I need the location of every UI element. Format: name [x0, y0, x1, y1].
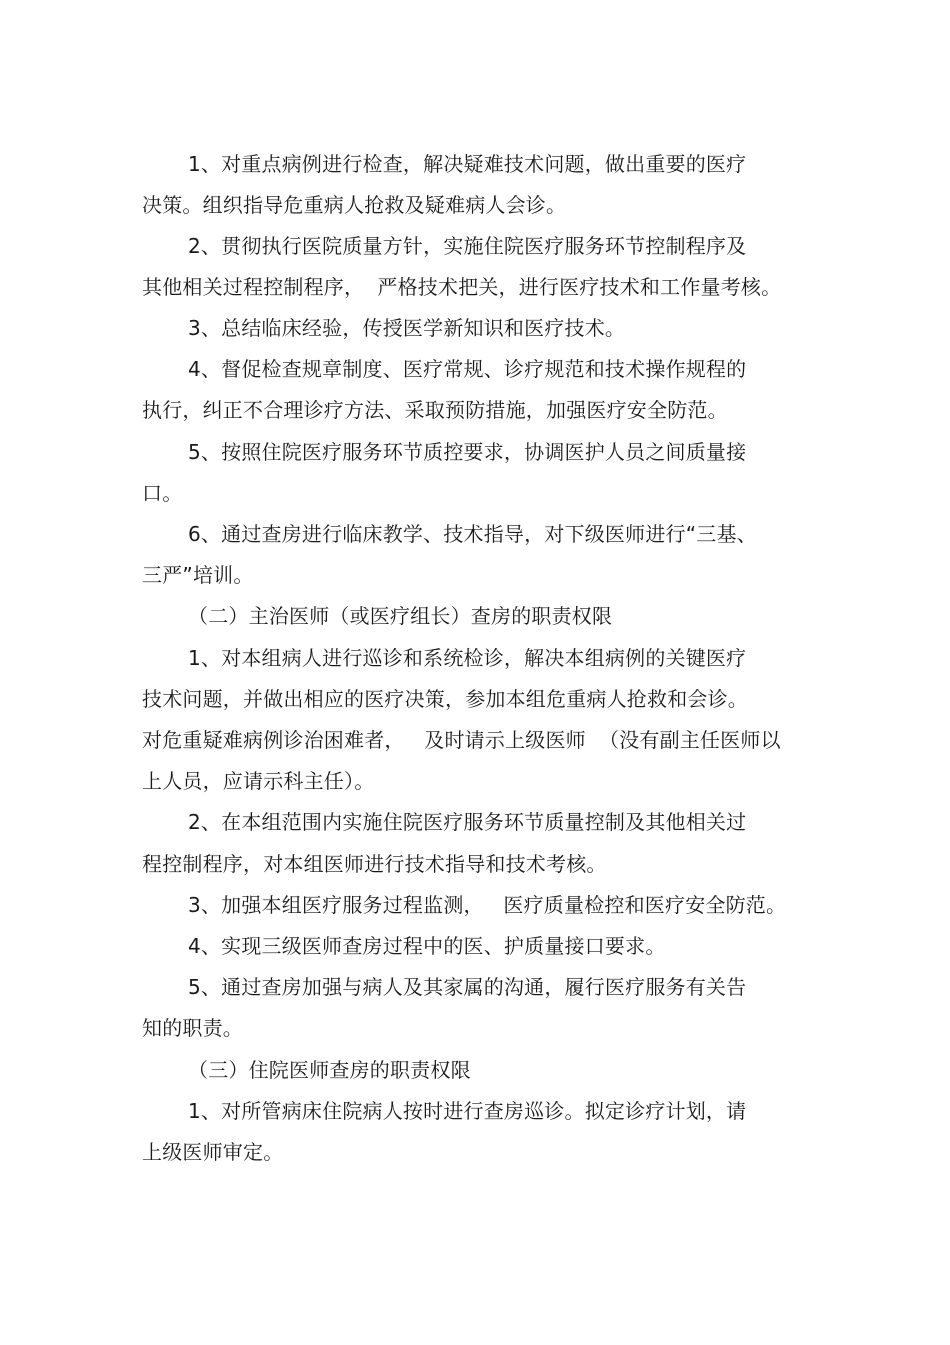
- text-line: 执行，纠正不合理诊疗方法、采取预防措施，加强医疗安全防范。: [142, 398, 728, 422]
- text-line: 1、对重点病例进行检查，解决疑难技术问题，做出重要的医疗: [188, 152, 747, 176]
- text-line: 上人员，应请示科主任）。: [142, 769, 375, 793]
- text-line: 4、实现三级医师查房过程中的医、护质量接口要求。: [188, 934, 666, 958]
- text-line: 3、加强本组医疗服务过程监测， 医疗质量检控和医疗安全防范。: [188, 893, 787, 917]
- text-line: 6、通过查房进行临床教学、技术指导，对下级医师进行“三基、: [188, 522, 757, 546]
- text-line: 5、按照住院医疗服务环节质控要求，协调医护人员之间质量接: [188, 440, 747, 464]
- text-line: 决策。组织指导危重病人抢救及疑难病人会诊。: [142, 193, 567, 217]
- text-line: 对危重疑难病例诊治困难者， 及时请示上级医师 （没有副主任医师以: [142, 728, 781, 752]
- text-line: 上级医师审定。: [142, 1140, 284, 1164]
- section-heading: （三）住院医师查房的职责权限: [188, 1058, 471, 1082]
- text-line: 其他相关过程控制程序， 严格技术把关，进行医疗技术和工作量考核。: [142, 275, 782, 299]
- text-line: 2、贯彻执行医院质量方针，实施住院医疗服务环节控制程序及: [188, 234, 747, 258]
- text-line: 4、督促检查规章制度、医疗常规、诊疗规范和技术操作规程的: [188, 357, 747, 381]
- text-line: 1、对本组病人进行巡诊和系统检诊，解决本组病例的关键医疗: [188, 646, 747, 670]
- text-line: 程控制程序，对本组医师进行技术指导和技术考核。: [142, 852, 607, 876]
- text-line: 口。: [142, 481, 183, 505]
- text-line: 知的职责。: [142, 1016, 243, 1040]
- section-heading: （二）主治医师（或医疗组长）查房的职责权限: [188, 604, 613, 628]
- text-line: 5、通过查房加强与病人及其家属的沟通，履行医疗服务有关告: [188, 975, 747, 999]
- text-line: 3、总结临床经验，传授医学新知识和医疗技术。: [188, 316, 626, 340]
- text-line: 三严”培训。: [142, 563, 254, 587]
- text-line: 技术问题，并做出相应的医疗决策，参加本组危重病人抢救和会诊。: [142, 687, 748, 711]
- text-line: 1、对所管病床住院病人按时进行查房巡诊。拟定诊疗计划，请: [188, 1099, 747, 1123]
- text-line: 2、在本组范围内实施住院医疗服务环节质量控制及其他相关过: [188, 810, 747, 834]
